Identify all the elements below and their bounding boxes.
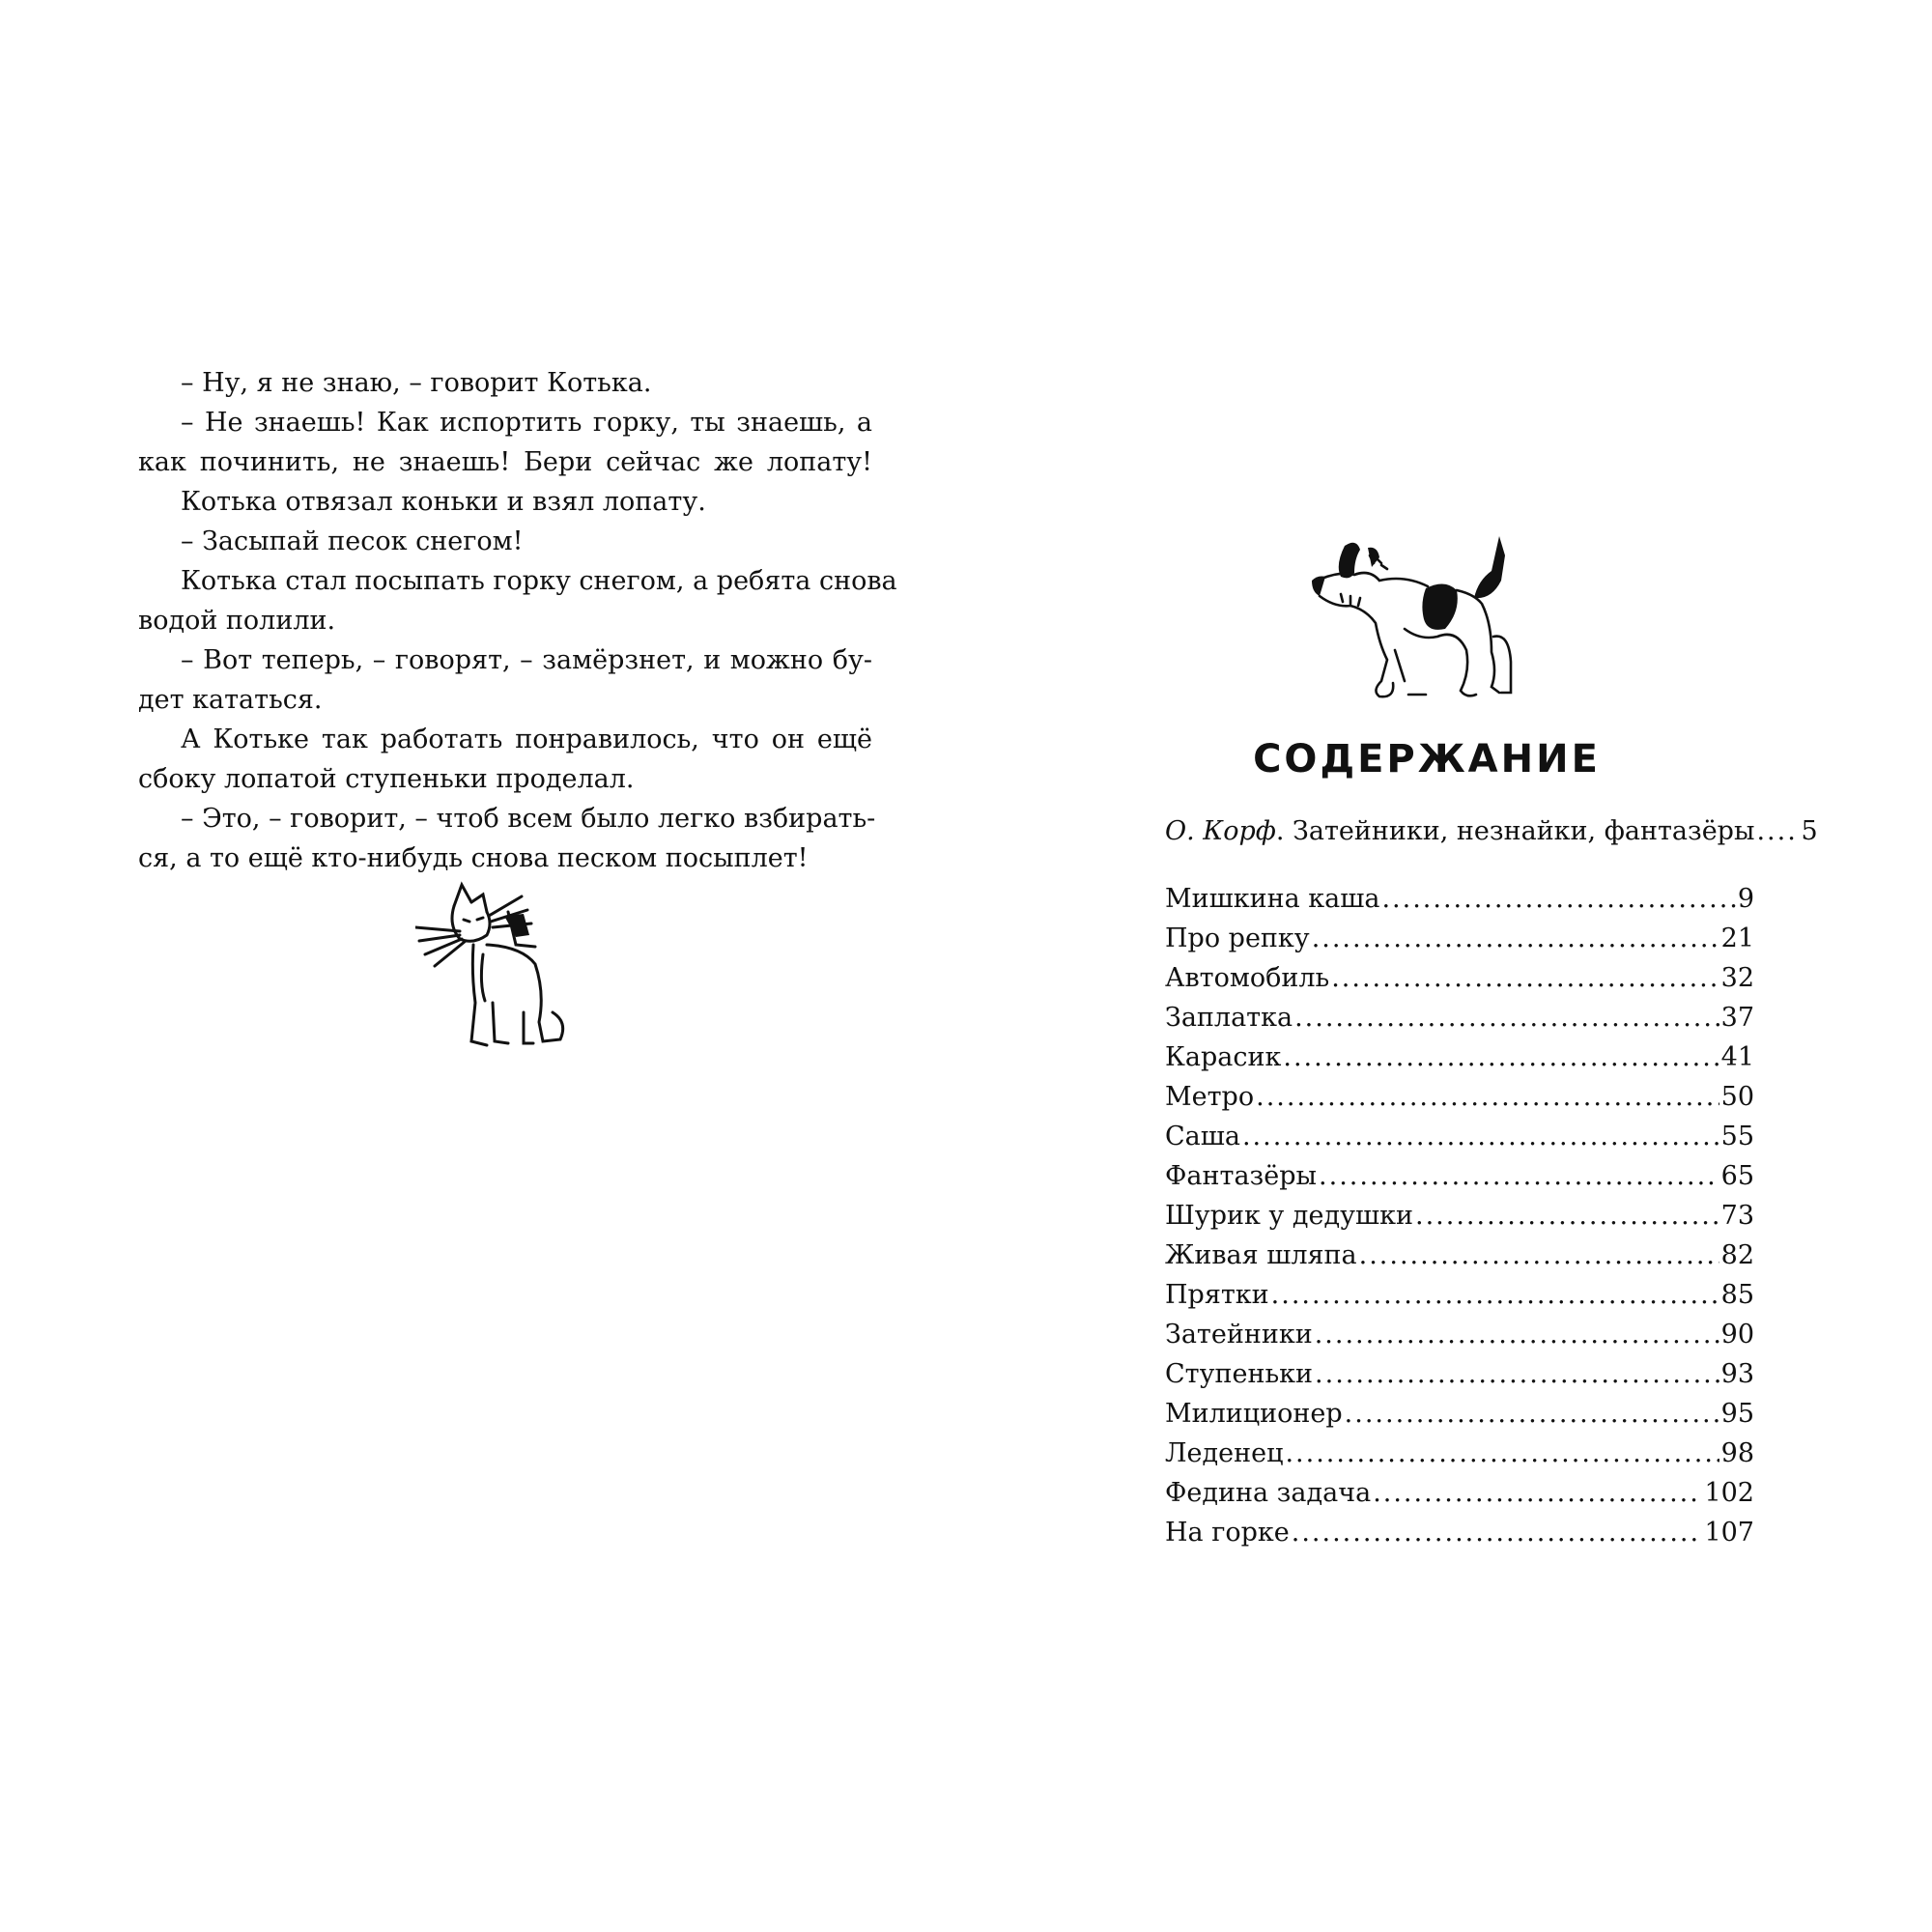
text-line: как починить, не знаешь! Бери сейчас же лопату! bbox=[138, 447, 872, 477]
toc-list bbox=[1165, 879, 1754, 1552]
toc-row bbox=[1165, 998, 1754, 1037]
toc-title: СОДЕРЖАНИЕ bbox=[1253, 737, 1601, 781]
toc-row bbox=[1165, 1236, 1754, 1275]
toc-row bbox=[1165, 1315, 1754, 1354]
text-line: сбоку лопатой ступеньки проделал. bbox=[138, 764, 635, 794]
entry-title: Заплатка bbox=[1165, 1003, 1293, 1033]
toc-row bbox=[1165, 1077, 1754, 1117]
entry-title: Саша bbox=[1165, 1122, 1240, 1151]
cat-illustration bbox=[415, 877, 582, 1063]
leader-dots bbox=[1415, 1196, 1719, 1236]
toc-row bbox=[1165, 1434, 1754, 1473]
text-line: Котька стал посыпать горку снегом, а ребята снова bbox=[181, 566, 897, 596]
entry-title: Милиционер bbox=[1165, 1399, 1343, 1429]
author-name: О. Корф bbox=[1165, 816, 1276, 846]
text-line: – Вот теперь, – говорят, – замёрзнет, и можно бу- bbox=[181, 645, 872, 675]
page-number: 98 bbox=[1720, 1438, 1754, 1468]
toc-row bbox=[1165, 919, 1754, 958]
leader-dots bbox=[1381, 879, 1735, 919]
leader-dots bbox=[1256, 1077, 1719, 1117]
leader-dots bbox=[1756, 811, 1799, 851]
toc-row bbox=[1165, 1513, 1754, 1552]
entry-title: Федина задача bbox=[1165, 1478, 1372, 1508]
page-number: 37 bbox=[1720, 1003, 1754, 1033]
toc-row bbox=[1165, 1156, 1754, 1196]
leader-dots bbox=[1242, 1117, 1719, 1156]
page-number: 50 bbox=[1720, 1082, 1754, 1112]
dog-illustration bbox=[1312, 536, 1542, 700]
leader-dots bbox=[1294, 998, 1719, 1037]
leader-dots bbox=[1285, 1434, 1719, 1473]
text-line: – Не знаешь! Как испортить горку, ты знаешь, а bbox=[181, 408, 872, 438]
toc-row bbox=[1165, 811, 1818, 851]
text-line: – Ну, я не знаю, – говорит Котька. bbox=[181, 368, 652, 398]
page-number: 107 bbox=[1704, 1518, 1754, 1548]
entry-title: Про репку bbox=[1165, 923, 1310, 953]
text-line: А Котьке так работать понравилось, что он ещё bbox=[181, 724, 872, 754]
toc-row bbox=[1165, 1275, 1754, 1315]
page-number: 85 bbox=[1720, 1280, 1754, 1310]
toc-row bbox=[1165, 1196, 1754, 1236]
entry-title: Автомобиль bbox=[1165, 963, 1330, 993]
leader-dots bbox=[1373, 1473, 1702, 1513]
toc-row bbox=[1165, 879, 1754, 919]
page-number: 55 bbox=[1720, 1122, 1754, 1151]
leader-dots bbox=[1292, 1513, 1703, 1552]
text-line: Котька отвязал коньки и взял лопату. bbox=[181, 487, 706, 517]
toc-row bbox=[1165, 1473, 1754, 1513]
page-number: 102 bbox=[1704, 1478, 1754, 1508]
entry-title: Метро bbox=[1165, 1082, 1255, 1112]
leader-dots bbox=[1331, 958, 1719, 998]
leader-dots bbox=[1312, 919, 1719, 958]
page-number: 82 bbox=[1720, 1240, 1754, 1270]
page-number: 95 bbox=[1720, 1399, 1754, 1429]
leader-dots bbox=[1319, 1156, 1719, 1196]
entry-title: Фантазёры bbox=[1165, 1161, 1318, 1191]
entry-title: Живая шляпа bbox=[1165, 1240, 1357, 1270]
toc-row bbox=[1165, 958, 1754, 998]
toc-row bbox=[1165, 1354, 1754, 1394]
page-number: 93 bbox=[1720, 1359, 1754, 1389]
text-line: ся, а то ещё кто-нибудь снова песком посыплет! bbox=[138, 843, 809, 873]
page-number: 32 bbox=[1720, 963, 1754, 993]
toc-author-entry bbox=[1165, 811, 1818, 851]
toc-row bbox=[1165, 1117, 1754, 1156]
text-line: дет кататься. bbox=[138, 685, 323, 715]
leader-dots bbox=[1315, 1354, 1719, 1394]
toc-row bbox=[1165, 1394, 1754, 1434]
text-line: – Засыпай песок снегом! bbox=[181, 526, 524, 556]
left-page-text bbox=[138, 363, 897, 878]
entry-title: Леденец bbox=[1165, 1438, 1284, 1468]
text-line: водой полили. bbox=[138, 606, 336, 636]
toc-row bbox=[1165, 1037, 1754, 1077]
entry-title: На горке bbox=[1165, 1518, 1290, 1548]
leader-dots bbox=[1283, 1037, 1719, 1077]
page-number: 5 bbox=[1801, 816, 1818, 846]
page-number: 41 bbox=[1720, 1042, 1754, 1072]
page-number: 90 bbox=[1720, 1320, 1754, 1350]
entry-title: Карасик bbox=[1165, 1042, 1282, 1072]
page-number: 73 bbox=[1720, 1201, 1754, 1231]
page-number: 21 bbox=[1720, 923, 1754, 953]
leader-dots bbox=[1271, 1275, 1719, 1315]
text-line: – Это, – говорит, – чтоб всем было легко взбирать- bbox=[181, 804, 876, 834]
leader-dots bbox=[1315, 1315, 1719, 1354]
leader-dots bbox=[1359, 1236, 1719, 1275]
entry-title: Затейники bbox=[1165, 1320, 1313, 1350]
entry-title: . Затейники, незнайки, фантазёры bbox=[1275, 816, 1755, 846]
entry-title: Мишкина каша bbox=[1165, 884, 1380, 914]
entry-title: Шурик у дедушки bbox=[1165, 1201, 1413, 1231]
entry-title: Ступеньки bbox=[1165, 1359, 1314, 1389]
page-number: 9 bbox=[1737, 884, 1754, 914]
leader-dots bbox=[1345, 1394, 1719, 1434]
entry-title: Прятки bbox=[1165, 1280, 1269, 1310]
page-number: 65 bbox=[1720, 1161, 1754, 1191]
